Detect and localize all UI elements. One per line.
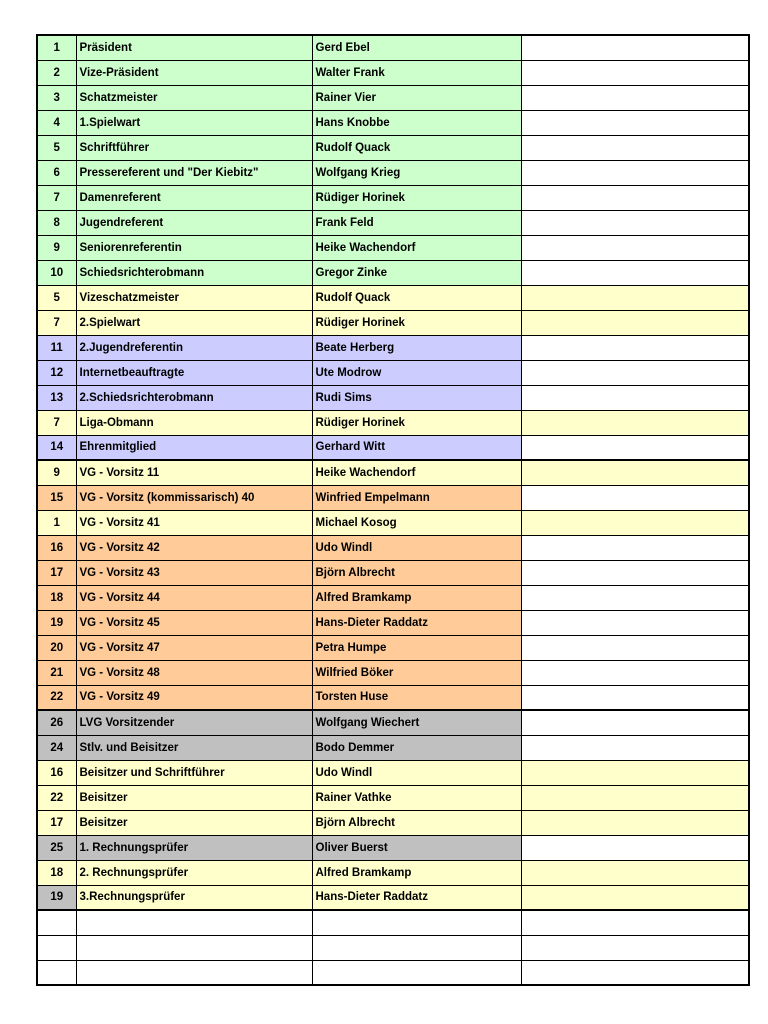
table-row — [37, 635, 749, 660]
table-row — [37, 710, 749, 735]
member-name-cell: Frank Feld — [312, 210, 521, 235]
member-number-cell: 5 — [37, 135, 76, 160]
role-cell — [76, 935, 312, 960]
member-number-cell: 15 — [37, 485, 76, 510]
role-cell — [76, 910, 312, 935]
table-row — [37, 385, 749, 410]
member-number-cell: 2 — [37, 60, 76, 85]
role-cell: 2.Spielwart — [76, 310, 312, 335]
table-row — [37, 410, 749, 435]
notes-cell — [521, 735, 749, 760]
member-name-cell: Rudolf Quack — [312, 135, 521, 160]
role-cell: Stlv. und Beisitzer — [76, 735, 312, 760]
member-name-cell: Oliver Buerst — [312, 835, 521, 860]
notes-cell — [521, 310, 749, 335]
role-cell: VG - Vorsitz 47 — [76, 635, 312, 660]
role-cell — [76, 960, 312, 985]
member-name-cell: Udo Windl — [312, 760, 521, 785]
member-number-cell: 9 — [37, 460, 76, 485]
notes-cell — [521, 110, 749, 135]
member-number-cell: 17 — [37, 560, 76, 585]
role-cell: 2. Rechnungsprüfer — [76, 860, 312, 885]
member-name-cell: Winfried Empelmann — [312, 485, 521, 510]
member-name-cell: Rüdiger Horinek — [312, 310, 521, 335]
member-name-cell: Heike Wachendorf — [312, 235, 521, 260]
member-name-cell: Wolfgang Krieg — [312, 160, 521, 185]
member-number-cell — [37, 910, 76, 935]
member-name-cell: Ute Modrow — [312, 360, 521, 385]
notes-cell — [521, 460, 749, 485]
notes-cell — [521, 510, 749, 535]
table-row — [37, 435, 749, 460]
table-row — [37, 935, 749, 960]
notes-cell — [521, 410, 749, 435]
table-row — [37, 810, 749, 835]
member-name-cell: Björn Albrecht — [312, 810, 521, 835]
table-row — [37, 960, 749, 985]
notes-cell — [521, 885, 749, 910]
member-name-cell: Gregor Zinke — [312, 260, 521, 285]
member-number-cell: 16 — [37, 535, 76, 560]
role-cell: VG - Vorsitz 41 — [76, 510, 312, 535]
member-name-cell: Wilfried Böker — [312, 660, 521, 685]
member-name-cell: Rudolf Quack — [312, 285, 521, 310]
member-name-cell: Hans Knobbe — [312, 110, 521, 135]
notes-cell — [521, 685, 749, 710]
member-number-cell: 1 — [37, 35, 76, 60]
role-cell: 1. Rechnungsprüfer — [76, 835, 312, 860]
member-number-cell: 4 — [37, 110, 76, 135]
table-row — [37, 685, 749, 710]
notes-cell — [521, 335, 749, 360]
member-name-cell: Alfred Bramkamp — [312, 585, 521, 610]
role-cell: Vizeschatzmeister — [76, 285, 312, 310]
table-row — [37, 110, 749, 135]
board-members-table — [36, 34, 750, 986]
table-row — [37, 160, 749, 185]
notes-cell — [521, 560, 749, 585]
member-number-cell: 18 — [37, 585, 76, 610]
role-cell: Präsident — [76, 35, 312, 60]
table-row — [37, 210, 749, 235]
member-name-cell: Gerhard Witt — [312, 435, 521, 460]
table-row — [37, 785, 749, 810]
role-cell: VG - Vorsitz 48 — [76, 660, 312, 685]
notes-cell — [521, 635, 749, 660]
notes-cell — [521, 835, 749, 860]
role-cell: VG - Vorsitz 49 — [76, 685, 312, 710]
member-number-cell: 10 — [37, 260, 76, 285]
role-cell: Beisitzer — [76, 810, 312, 835]
role-cell: Beisitzer und Schriftführer — [76, 760, 312, 785]
member-name-cell: Hans-Dieter Raddatz — [312, 885, 521, 910]
notes-cell — [521, 585, 749, 610]
notes-cell — [521, 535, 749, 560]
notes-cell — [521, 910, 749, 935]
table-row — [37, 910, 749, 935]
member-number-cell: 19 — [37, 885, 76, 910]
table-row — [37, 60, 749, 85]
member-name-cell: Michael Kosog — [312, 510, 521, 535]
member-name-cell: Rainer Vier — [312, 85, 521, 110]
table-row — [37, 560, 749, 585]
notes-cell — [521, 960, 749, 985]
notes-cell — [521, 285, 749, 310]
role-cell: Jugendreferent — [76, 210, 312, 235]
table-row — [37, 310, 749, 335]
notes-cell — [521, 210, 749, 235]
table-row — [37, 510, 749, 535]
member-name-cell: Udo Windl — [312, 535, 521, 560]
member-name-cell: Rüdiger Horinek — [312, 185, 521, 210]
table-row — [37, 335, 749, 360]
table-row — [37, 535, 749, 560]
table-row — [37, 135, 749, 160]
member-name-cell: Heike Wachendorf — [312, 460, 521, 485]
member-number-cell — [37, 935, 76, 960]
role-cell: Beisitzer — [76, 785, 312, 810]
member-number-cell: 13 — [37, 385, 76, 410]
member-name-cell: Alfred Bramkamp — [312, 860, 521, 885]
table-row — [37, 35, 749, 60]
role-cell: Schatzmeister — [76, 85, 312, 110]
table-row — [37, 360, 749, 385]
notes-cell — [521, 235, 749, 260]
member-name-cell: Rüdiger Horinek — [312, 410, 521, 435]
role-cell: Seniorenreferentin — [76, 235, 312, 260]
table-row — [37, 885, 749, 910]
table-row — [37, 585, 749, 610]
member-number-cell — [37, 960, 76, 985]
member-number-cell: 12 — [37, 360, 76, 385]
member-number-cell: 22 — [37, 685, 76, 710]
member-number-cell: 25 — [37, 835, 76, 860]
notes-cell — [521, 860, 749, 885]
member-name-cell: Wolfgang Wiechert — [312, 710, 521, 735]
member-number-cell: 9 — [37, 235, 76, 260]
member-number-cell: 17 — [37, 810, 76, 835]
member-number-cell: 18 — [37, 860, 76, 885]
table-row — [37, 660, 749, 685]
member-name-cell: Rainer Vathke — [312, 785, 521, 810]
role-cell: VG - Vorsitz 43 — [76, 560, 312, 585]
member-number-cell: 7 — [37, 410, 76, 435]
member-number-cell: 26 — [37, 710, 76, 735]
member-name-cell — [312, 910, 521, 935]
role-cell: Schriftführer — [76, 135, 312, 160]
role-cell: Ehrenmitglied — [76, 435, 312, 460]
member-number-cell: 22 — [37, 785, 76, 810]
member-number-cell: 16 — [37, 760, 76, 785]
member-name-cell: Gerd Ebel — [312, 35, 521, 60]
role-cell: Pressereferent und "Der Kiebitz" — [76, 160, 312, 185]
member-number-cell: 7 — [37, 310, 76, 335]
table-body — [37, 35, 749, 985]
notes-cell — [521, 810, 749, 835]
notes-cell — [521, 360, 749, 385]
member-number-cell: 19 — [37, 610, 76, 635]
member-number-cell: 3 — [37, 85, 76, 110]
role-cell: 1.Spielwart — [76, 110, 312, 135]
member-number-cell: 20 — [37, 635, 76, 660]
notes-cell — [521, 710, 749, 735]
member-name-cell: Torsten Huse — [312, 685, 521, 710]
table-row — [37, 610, 749, 635]
member-number-cell: 21 — [37, 660, 76, 685]
notes-cell — [521, 60, 749, 85]
notes-cell — [521, 785, 749, 810]
member-number-cell: 11 — [37, 335, 76, 360]
role-cell: 3.Rechnungsprüfer — [76, 885, 312, 910]
role-cell: Liga-Obmann — [76, 410, 312, 435]
table-row — [37, 860, 749, 885]
notes-cell — [521, 435, 749, 460]
notes-cell — [521, 160, 749, 185]
member-number-cell: 7 — [37, 185, 76, 210]
notes-cell — [521, 260, 749, 285]
role-cell: Schiedsrichterobmann — [76, 260, 312, 285]
table-row — [37, 835, 749, 860]
member-number-cell: 24 — [37, 735, 76, 760]
member-number-cell: 6 — [37, 160, 76, 185]
notes-cell — [521, 185, 749, 210]
member-name-cell: Rudi Sims — [312, 385, 521, 410]
role-cell: Vize-Präsident — [76, 60, 312, 85]
member-name-cell — [312, 935, 521, 960]
member-number-cell: 14 — [37, 435, 76, 460]
notes-cell — [521, 660, 749, 685]
notes-cell — [521, 760, 749, 785]
notes-cell — [521, 935, 749, 960]
table-row — [37, 235, 749, 260]
table-row — [37, 760, 749, 785]
role-cell: 2.Schiedsrichterobmann — [76, 385, 312, 410]
role-cell: 2.Jugendreferentin — [76, 335, 312, 360]
member-name-cell: Walter Frank — [312, 60, 521, 85]
notes-cell — [521, 385, 749, 410]
table-row — [37, 285, 749, 310]
member-name-cell: Hans-Dieter Raddatz — [312, 610, 521, 635]
notes-cell — [521, 610, 749, 635]
member-number-cell: 8 — [37, 210, 76, 235]
role-cell: VG - Vorsitz 11 — [76, 460, 312, 485]
notes-cell — [521, 85, 749, 110]
member-name-cell: Bodo Demmer — [312, 735, 521, 760]
role-cell: Internetbeauftragte — [76, 360, 312, 385]
table-row — [37, 185, 749, 210]
member-name-cell: Beate Herberg — [312, 335, 521, 360]
notes-cell — [521, 485, 749, 510]
table-row — [37, 85, 749, 110]
role-cell: VG - Vorsitz 44 — [76, 585, 312, 610]
member-number-cell: 1 — [37, 510, 76, 535]
member-name-cell: Petra Humpe — [312, 635, 521, 660]
table-row — [37, 735, 749, 760]
member-number-cell: 5 — [37, 285, 76, 310]
role-cell: VG - Vorsitz 42 — [76, 535, 312, 560]
table-row — [37, 260, 749, 285]
role-cell: Damenreferent — [76, 185, 312, 210]
notes-cell — [521, 35, 749, 60]
role-cell: VG - Vorsitz 45 — [76, 610, 312, 635]
notes-cell — [521, 135, 749, 160]
member-name-cell: Björn Albrecht — [312, 560, 521, 585]
role-cell: LVG Vorsitzender — [76, 710, 312, 735]
member-name-cell — [312, 960, 521, 985]
table-row — [37, 485, 749, 510]
role-cell: VG - Vorsitz (kommissarisch) 40 — [76, 485, 312, 510]
table-row — [37, 460, 749, 485]
